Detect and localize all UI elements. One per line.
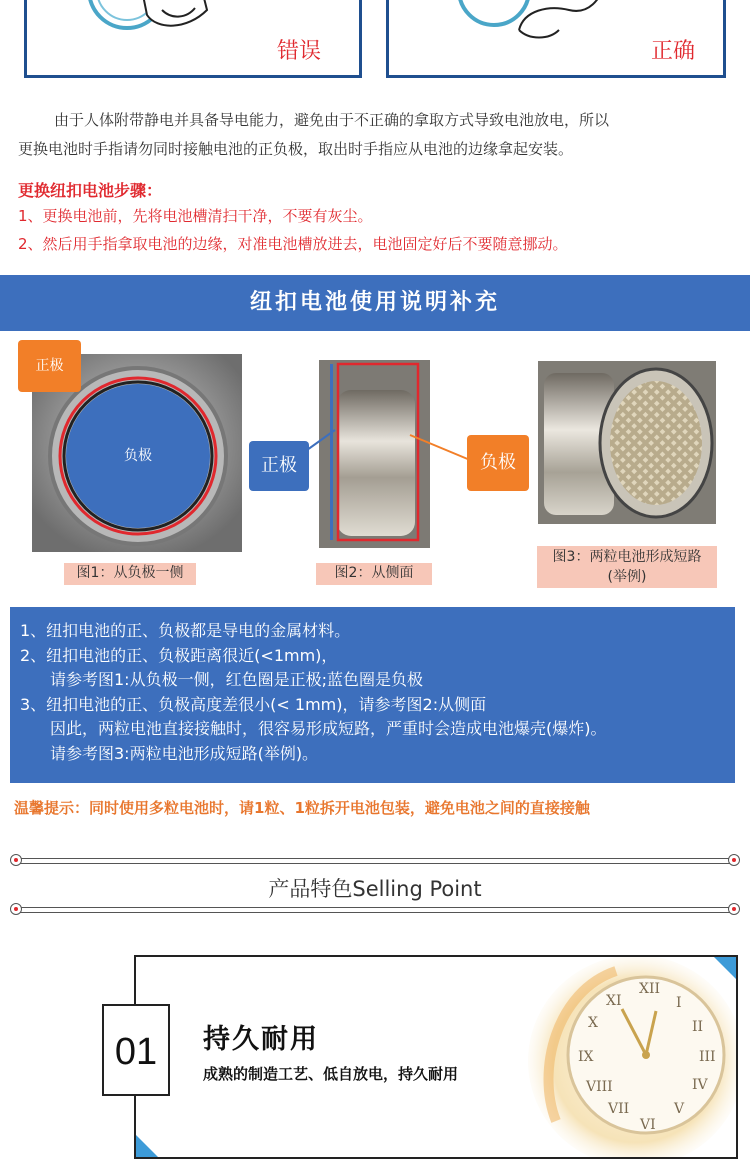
correct-label: 正确 xyxy=(651,39,696,64)
divider-dot-icon xyxy=(728,854,740,866)
feature-card xyxy=(134,955,738,1159)
svg-text:XI: XI xyxy=(606,993,622,1009)
figure-3-caption xyxy=(537,546,717,588)
correct-handling-panel xyxy=(386,0,726,78)
figure-1-caption: 图1：从负极一侧 xyxy=(64,563,196,585)
divider-dot-icon xyxy=(10,854,22,866)
divider-dot-icon xyxy=(10,903,22,915)
svg-text:XII: XII xyxy=(639,981,661,997)
info-line-3: 请参考图1:从负极一侧，红色圈是正极;蓝色圈是负极 xyxy=(50,670,423,689)
divider-dot-icon xyxy=(728,903,740,915)
figure-3-photo xyxy=(538,361,716,524)
svg-text:IX: IX xyxy=(578,1049,594,1065)
figure-2-negative-tag-label: 负极 xyxy=(480,452,516,473)
info-line-6: 请参考图3:两粒电池形成短路(举例)。 xyxy=(50,743,319,763)
card-corner-top-right xyxy=(714,957,736,979)
figure-3-caption-line-2: (举例) xyxy=(607,569,647,585)
info-line-2: 2、纽扣电池的正、负极距离很近(<1mm)， xyxy=(20,645,338,665)
intro-line-2: 更换电池时手指请勿同时接触电池的正负极，取出时手指应从电池的边缘拿起安装。 xyxy=(18,140,574,158)
figure-2-pointer-lines xyxy=(300,400,480,470)
figure-2-positive-tag-label: 正极 xyxy=(261,455,297,476)
figure-2-negative-tag xyxy=(467,435,529,491)
divider-top xyxy=(16,858,734,864)
card-corner-bottom-left xyxy=(136,1135,158,1157)
clock-illustration-icon xyxy=(526,955,738,1159)
hand-holding-battery-correct-icon xyxy=(449,0,629,70)
svg-text:I: I xyxy=(676,995,682,1011)
svg-text:IV: IV xyxy=(692,1077,708,1093)
warm-tip: 温馨提示：同时使用多粒电池时，请1粒、1粒拆开电池包装，避免电池之间的直接接触 xyxy=(14,799,590,817)
feature-title: 持久耐用 xyxy=(203,1024,319,1055)
supplement-banner: 纽扣电池使用说明补充 xyxy=(0,275,750,331)
step-item-2: 2、然后用手指拿取电池的边缘，对准电池槽放进去，电池固定好后不要随意挪动。 xyxy=(18,235,568,253)
svg-text:X: X xyxy=(588,1015,598,1031)
feature-subtitle: 成熟的制造工艺、低自放电，持久耐用 xyxy=(203,1065,459,1083)
figure-2-positive-tag xyxy=(249,441,309,491)
selling-point-title: 产品特色Selling Point xyxy=(268,877,482,901)
feature-number: 01 xyxy=(102,1004,170,1096)
svg-text:VIII: VIII xyxy=(586,1079,613,1095)
wrong-handling-panel xyxy=(24,0,362,78)
svg-text:III: III xyxy=(699,1049,716,1065)
svg-text:II: II xyxy=(692,1019,704,1035)
figure-1-negative-label: 负极 xyxy=(124,448,152,464)
steps-title: 更换纽扣电池步骤： xyxy=(18,181,163,200)
intro-line-1: 由于人体附带静电并具备导电能力，避免由于不正确的拿取方式导致电池放电，所以 xyxy=(54,111,610,129)
divider-bottom xyxy=(16,907,734,913)
figure-2-caption: 图2：从侧面 xyxy=(316,563,432,585)
hand-holding-battery-wrong-icon xyxy=(77,0,237,70)
svg-text:VI: VI xyxy=(640,1117,656,1133)
wrong-label: 错误 xyxy=(277,39,322,64)
info-line-4: 3、纽扣电池的正、负极高度差很小(< 1mm)，请参考图2:从侧面 xyxy=(20,694,487,714)
info-line-5: 因此，两粒电池直接接触时，很容易形成短路，严重时会造成电池爆壳(爆炸)。 xyxy=(50,719,607,738)
svg-text:V: V xyxy=(674,1101,685,1117)
figure-3-caption-line-1: 图3：两粒电池形成短路 xyxy=(552,549,702,565)
step-item-1: 1、更换电池前，先将电池槽清扫干净，不要有灰尘。 xyxy=(18,207,373,225)
battery-info-box xyxy=(10,607,735,783)
intro-paragraph xyxy=(18,106,732,164)
figure-1-positive-tag-label: 正极 xyxy=(35,358,64,374)
figure-1-positive-tag xyxy=(18,340,81,392)
svg-text:VII: VII xyxy=(608,1101,630,1117)
info-line-1: 1、纽扣电池的正、负极都是导电的金属材料。 xyxy=(20,621,351,640)
